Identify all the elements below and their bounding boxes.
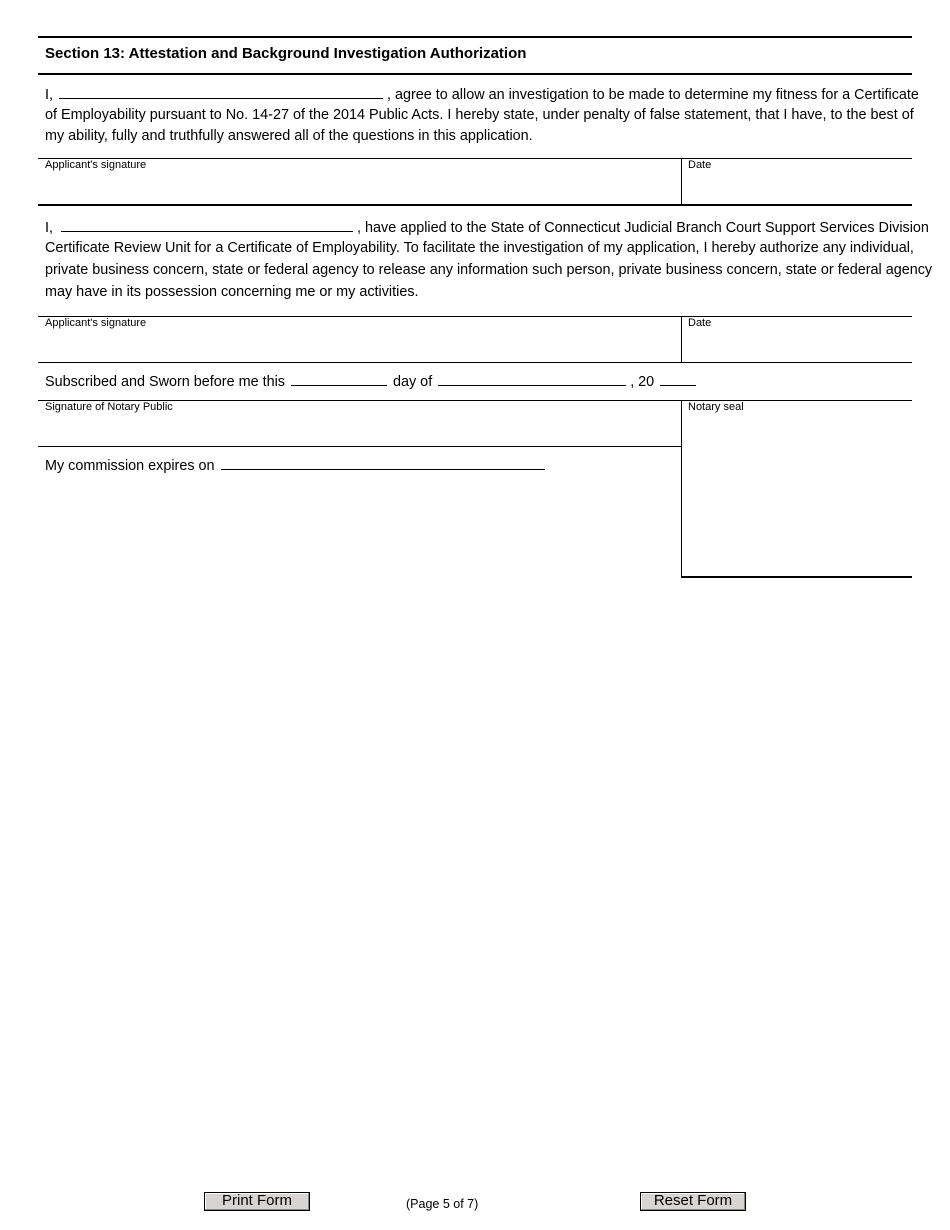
attestation-signature-bottom-rule [38, 204, 912, 206]
authorization-signature-bottom-rule [38, 362, 912, 363]
authorization-line-4: may have in its possession concerning me or my activities. [45, 284, 419, 300]
notary-seal-bottom-rule [681, 576, 912, 578]
sworn-line [45, 372, 696, 390]
notary-seal-label: Notary seal [688, 401, 744, 413]
commission-line [45, 456, 545, 474]
notary-signature-field[interactable] [39, 401, 680, 445]
attestation-line-2: of Employability pursuant to No. 14-27 of the 2014 Public Acts. I hereby state, under penalty of false statement, that I have, to the best of [45, 107, 914, 123]
attestation-line-1-text: , agree to allow an investigation to be made to determine my fitness for a Certificate [387, 87, 919, 103]
commission-expiry-field[interactable] [221, 456, 545, 470]
reset-form-button[interactable]: Reset Form [640, 1192, 746, 1211]
sworn-year-prefix: , 20 [630, 374, 655, 390]
commission-label: My commission expires on [45, 458, 215, 474]
attestation-date-label: Date [688, 159, 712, 171]
print-form-button[interactable]: Print Form [204, 1192, 310, 1211]
attestation-line-1 [45, 85, 919, 103]
authorization-signature-divider [681, 316, 682, 363]
authorization-date-label: Date [688, 317, 712, 329]
attestation-line-3: my ability, fully and truthfully answered all of the questions in this application. [45, 128, 533, 144]
authorization-line-2: Certificate Review Unit for a Certificate of Employability. To facilitate the investigation of my application, I hereby authorize any individual, [45, 240, 914, 256]
authorization-line-3: private business concern, state or federal agency to release any information such person, private business concern, state or federal agency [45, 262, 933, 278]
authorization-date-field[interactable] [683, 317, 911, 362]
sworn-year-field[interactable] [660, 372, 696, 386]
attestation-signature-label: Applicant's signature [45, 159, 147, 171]
authorization-prefix: I, [45, 220, 53, 236]
section-bottom-rule [38, 73, 912, 75]
attestation-signature-field[interactable] [39, 159, 680, 204]
sworn-day-field[interactable] [291, 372, 387, 386]
sworn-prefix: Subscribed and Sworn before me this [45, 374, 285, 390]
section-top-rule [38, 36, 912, 38]
sworn-month-field[interactable] [438, 372, 626, 386]
attestation-name-field[interactable] [59, 85, 383, 99]
attestation-prefix: I, [45, 87, 53, 103]
page-indicator: (Page 5 of 7) [406, 1197, 479, 1211]
authorization-signature-label: Applicant's signature [45, 317, 147, 329]
attestation-date-field[interactable] [683, 159, 911, 204]
authorization-signature-field[interactable] [39, 317, 680, 362]
notary-seal-left-border [681, 400, 682, 578]
notary-signature-label: Signature of Notary Public [45, 401, 173, 413]
authorization-name-field[interactable] [61, 218, 353, 232]
authorization-line-1 [45, 218, 929, 236]
notary-signature-bottom-rule [38, 446, 681, 447]
attestation-signature-divider [681, 158, 682, 205]
sworn-day-of: day of [392, 374, 433, 390]
section-title: Section 13: Attestation and Background Investigation Authorization [45, 45, 527, 62]
notary-seal-area [683, 418, 911, 576]
authorization-line-1-text: , have applied to the State of Connecticut Judicial Branch Court Support Services Division [357, 220, 929, 236]
